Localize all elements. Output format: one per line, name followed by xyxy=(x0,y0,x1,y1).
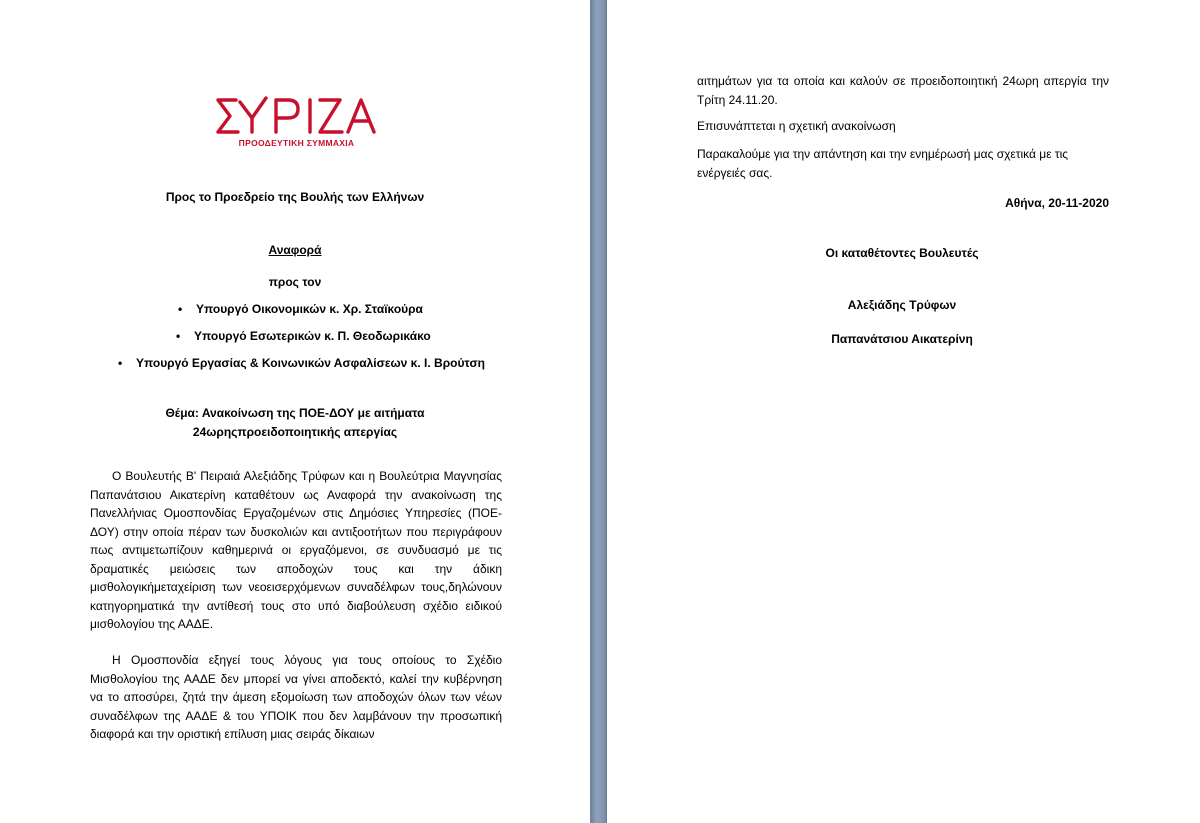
party-logo-subtitle: ΠΡΟΟΔΕΥΤΙΚΗ ΣΥΜΜΑΧΙΑ xyxy=(238,138,355,148)
party-logo xyxy=(214,92,379,154)
minister-item xyxy=(118,354,548,373)
body-paragraph-2: Η Ομοσπονδία εξηγεί τους λόγους για τους οποίους το Σχέδιο Μισθολογίου της ΑΑΔΕ δεν μπορεί να γίνει αποδεκτό, καλεί την κυβέρνηση να το αποσύρει, ζητά την άμεση εξομοίωση των αποδοχών όλων των νέων συναδέλφων της ΑΑΔΕ & του ΥΠΟΙΚ που δεν λαμβάνουν την προσωπική διαφορά και την οριστική επίλυση μιας σειράς δίκαιων xyxy=(90,653,502,741)
minister-item xyxy=(178,300,508,319)
minister-name: Υπουργό Εργασίας & Κοινωνικών Ασφαλίσεων κ. Ι. Βρούτση xyxy=(136,356,485,370)
body-paragraph-1: Ο Βουλευτής Β' Πειραιά Αλεξιάδης Τρύφων και η Βουλεύτρια Μαγνησίας Παπανάτσιου Αικατερίνη καταθέτουν ως Αναφορά την ανακοίνωση της Πανελλήνιας Ομοσπονδίας Εργαζομένων στις Δημόσιες Υπηρεσίες (ΠΟΕ-ΔΟΥ) στην οποία πέραν των δυσκολιών και αντιξοοτήτων που περιγράφουν πως αντιμετωπίζουν καθημερινά οι εργαζόμενοι, σε συνδυασμό με τις δραματικές μειώσεις των αποδοχών τους και την άδικη μισθολογικήμεταχείριση των νεοεισερχόμενων συναδέλφων τους,δηλώνουν κατηγορηματικά την αντίθεσή τους στο υπό διαβούλευση σχέδιο ειδικού μισθολογίου της ΑΑΔΕ. xyxy=(90,469,502,631)
to-label: προς τον xyxy=(268,275,322,289)
continuation-text: αιτημάτων για τα οποία και καλούν σε προειδοποιητική 24ωρη απεργία την Τρίτη 24.11.20. xyxy=(697,74,1109,107)
page-gutter xyxy=(590,0,607,823)
minister-name: Υπουργό Εσωτερικών κ. Π. Θεοδωρικάκο xyxy=(194,329,431,343)
minister-item xyxy=(176,327,506,346)
subject-line-1: Θέμα: Ανακοίνωση της ΠΟΕ-ΔΟΥ με αιτήματα xyxy=(165,406,425,420)
signatories-heading: Οι καταθέτοντες Βουλευτές xyxy=(825,246,979,260)
subject-line-2: 24ωρηςπροειδοποιητικής απεργίας xyxy=(192,425,398,439)
minister-name: Υπουργό Οικονομικών κ. Χρ. Σταϊκούρα xyxy=(196,302,423,316)
signatory-name: Παπανάτσιου Αικατερίνη xyxy=(831,332,973,346)
document-page-left xyxy=(0,0,590,823)
signatory-name: Αλεξιάδης Τρύφων xyxy=(847,298,957,312)
attachment-note: Επισυνάπτεται η σχετική ανακοίνωση xyxy=(697,119,896,133)
place-date: Αθήνα, 20-11-2020 xyxy=(1005,196,1109,210)
party-logo-wordmark xyxy=(214,92,379,138)
request-text: Παρακαλούμε για την απάντηση και την ενημέρωσή μας σχετικά με τις ενέργειές σας. xyxy=(697,147,1069,180)
document-page-right xyxy=(607,0,1200,823)
addressee: Προς το Προεδρείο της Βουλής των Ελλήνων xyxy=(165,190,425,204)
report-title: Αναφορά xyxy=(268,243,322,257)
